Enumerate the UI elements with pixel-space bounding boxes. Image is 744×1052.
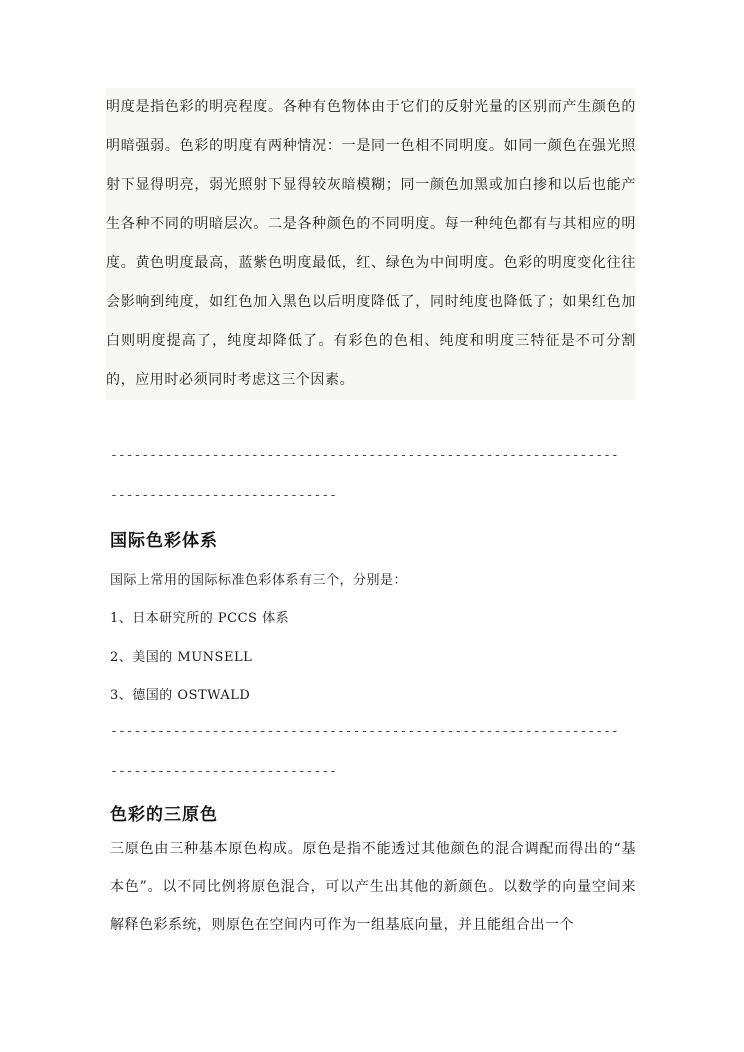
brightness-paragraph: 明度是指色彩的明亮程度。各种有色物体由于它们的反射光量的区别而产生颜色的明暗强弱。色彩的明度有两种情况：一是同一色相不同明度。如同一颜色在强光照射下显得明亮，弱光照射下显得较灰暗模糊；同一颜色加黑或加白掺和以后也能产生各种不同的明暗层次。二是各种颜色的不同明度。每一种纯色都有与其相应的明度。黄色明度最高，蓝紫色明度最低，红、绿色为中间明度。色彩的明度变化往往会影响到纯度，如红色加入黑色以后明度降低了，同时纯度也降低了；如果红色加白则明度提高了，纯度却降低了。有彩色的色相、纯度和明度三特征是不可分割的，应用时必须同时考虑这三个因素。	[106, 99, 636, 388]
primary-colors-paragraph: 三原色由三种基本原色构成。原色是指不能透过其他颜色的混合调配而得出的“基本色”。以不同比例将原色混合，可以产生出其他的新颜色。以数学的向量空间来解释色彩系统，则原色在空间内可作为一组基底向量，并且能组合出一个	[110, 841, 636, 933]
color-systems-lead: 国际上常用的国际标准色彩体系有三个，分别是：	[110, 573, 408, 588]
separator-long-2: -----------------------------------------------------------------	[110, 724, 619, 739]
separator-short-1: -----------------------------	[110, 488, 337, 503]
color-system-item-pccs: 1、日本研究所的 PCCS 体系	[110, 611, 290, 626]
color-system-item-ostwald: 3、德国的 OSTWALD	[110, 688, 251, 703]
color-system-item-munsell: 2、美国的 MUNSELL	[110, 650, 253, 665]
separator-long-1: -----------------------------------------------------------------	[110, 448, 619, 463]
heading-primary-colors: 色彩的三原色	[110, 805, 218, 825]
primary-colors-paragraph-block	[110, 830, 636, 944]
heading-color-systems: 国际色彩体系	[110, 531, 218, 551]
brightness-paragraph-block	[106, 88, 636, 400]
separator-short-2: -----------------------------	[110, 764, 337, 779]
